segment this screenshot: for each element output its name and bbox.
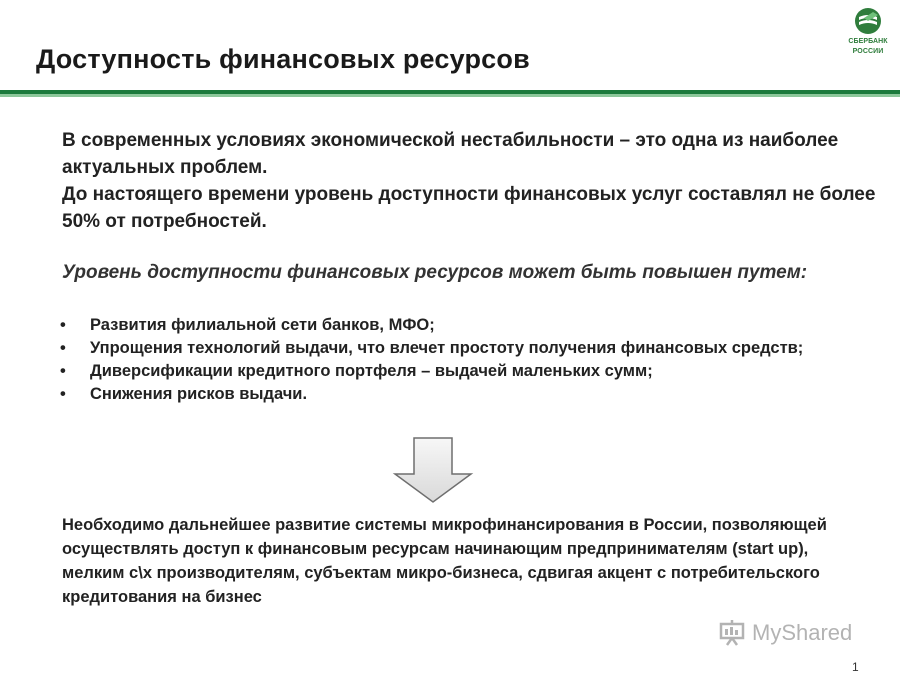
list-item-text: Развития филиальной сети банков, МФО; [90,316,435,334]
bullet-icon: • [60,339,66,357]
conclusion-paragraph: Необходимо дальнейшее развитие системы микрофинансирования в России, позволяющей осуществлять доступ к финансовым ресурсам начинающим предпринимателям (start up), мелким с\х производителям, субъектам микро-бизнеса, сдвигая акцент с потребительского кредитования на бизнес [62,516,827,606]
ways-subheading: Уровень доступности финансовых ресурсов может быть повышен путем: [62,262,808,283]
bullet-icon: • [60,316,66,334]
list-item-text: Диверсификации кредитного портфеля – выдачей маленьких сумм; [90,362,653,380]
logo-line-2: РОССИИ [852,48,884,55]
intro-line-2: До настоящего времени уровень доступности финансовых услуг составлял не более 50% от потребностей. [62,184,876,232]
list-item [60,360,880,383]
sberbank-logo [842,6,894,78]
intro-line-1: В современных условиях экономической нестабильности – это одна из наиболее актуальных проблем. [62,130,839,178]
sberbank-logo-icon [853,6,883,36]
bullet-icon: • [60,362,66,380]
ways-list [60,314,880,406]
myshared-watermark [718,618,852,648]
page-number: 1 [852,660,859,674]
intro-paragraph [62,127,882,235]
title-divider-highlight [0,94,900,97]
down-arrow-icon [392,436,474,504]
list-item-text: Упрощения технологий выдачи, что влечет простоту получения финансовых средств; [90,339,804,357]
logo-line-1: СБЕРБАНК [848,38,888,45]
list-item [60,337,880,360]
list-item [60,383,880,406]
bullet-icon: • [60,385,66,403]
presentation-board-icon [718,619,746,647]
watermark-text: MyShared [752,620,853,645]
list-item-text: Снижения рисков выдачи. [90,385,308,403]
list-item [60,314,880,337]
slide-title: Доступность финансовых ресурсов [36,44,530,74]
